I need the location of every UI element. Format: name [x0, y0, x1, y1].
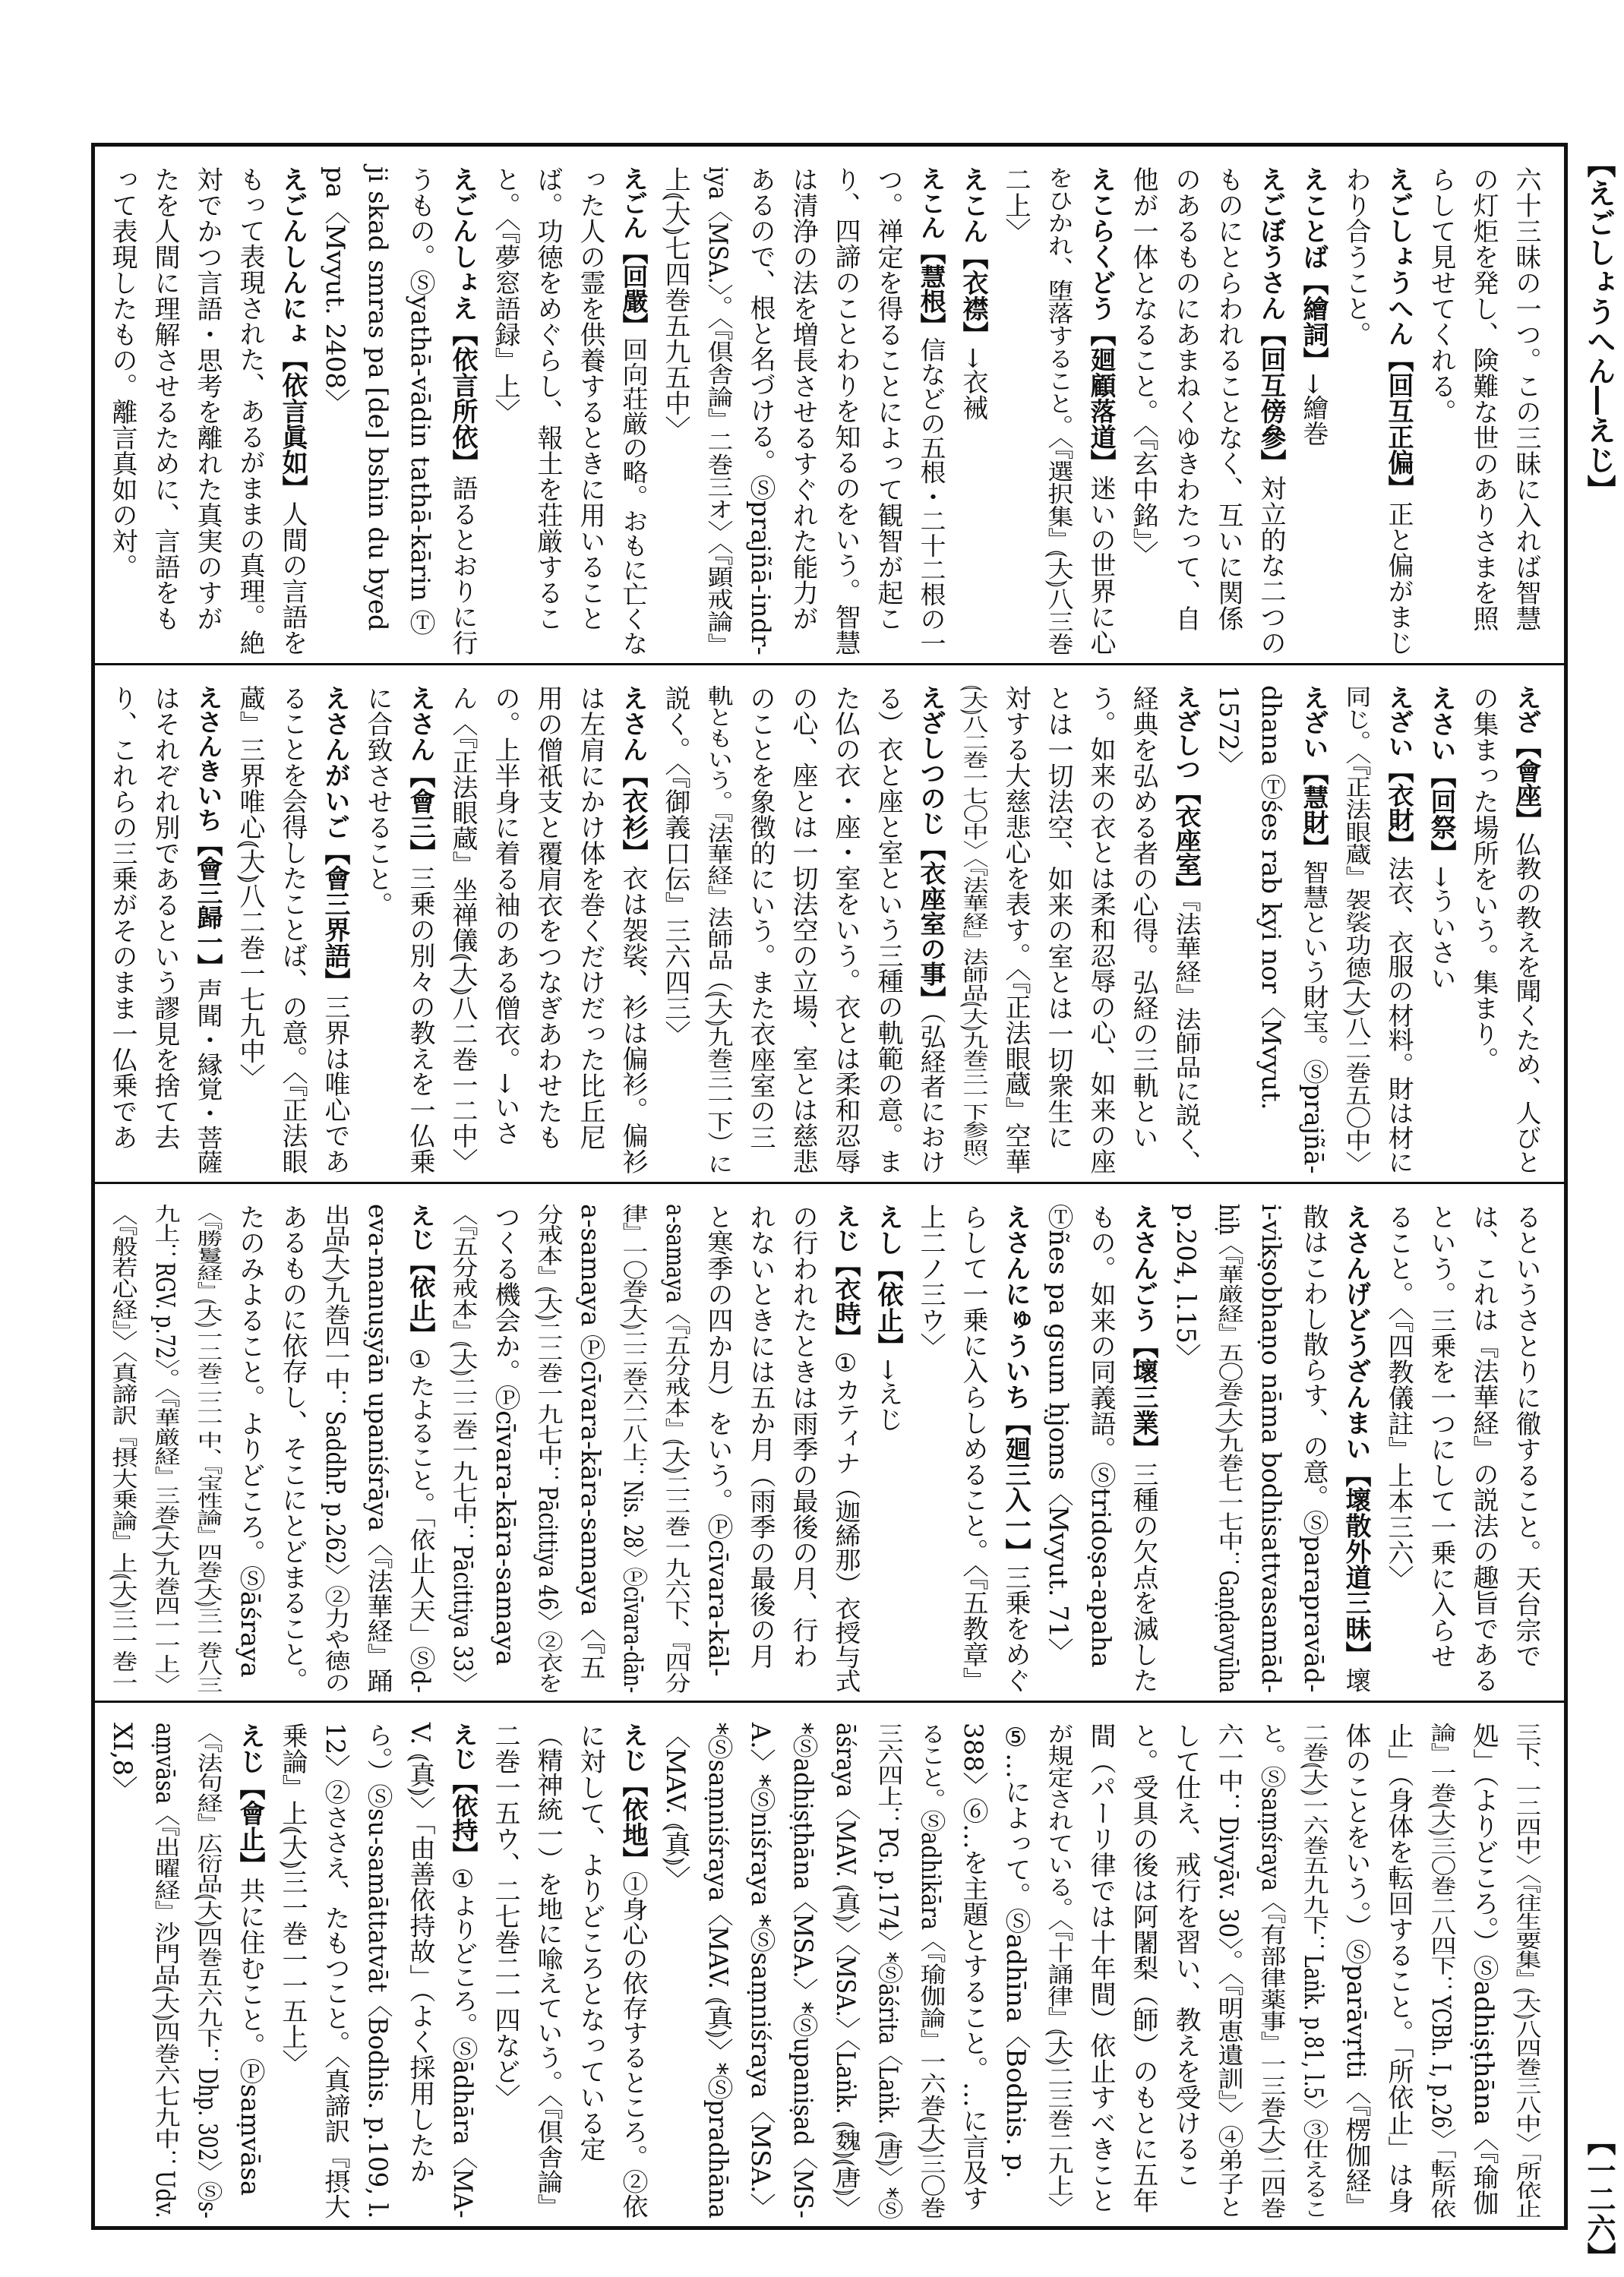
text-column: 律』一〇巻⦅大⦆二二巻六二八上：Nis. 28〉Ⓟcīvara-dān- [618, 1204, 648, 1694]
text-column: 対でかつ言語・思考を離れた真実のすが [192, 166, 223, 631]
headword: えさんがいご【會三界語】 [320, 685, 350, 994]
headword: えこん【慧根】 [915, 166, 946, 338]
text-column: えじ【會止】共に住むこと。Ⓟsaṃvāsa [235, 1723, 265, 2196]
text-column: は清浄の法を増長させるすぐれた能力が [788, 166, 818, 631]
text-column: 分戒本』⦅大⦆二二巻一九七中：Pācittiya 46〉②衣を [532, 1204, 563, 1694]
headword: えさんげどうざんまい【壞散外道三昧】 [1341, 1204, 1371, 1668]
text-column: えごんしんにょ【依言眞如】人間の言語を [277, 166, 308, 655]
running-head: 【えごしょうへん―えじ】 [1582, 149, 1616, 504]
text-column: の集まった場所をいう。集まり。 [1468, 685, 1499, 1072]
text-column: 上⦅大⦆七四巻五九五中〉 [660, 166, 690, 442]
text-column: り、これらの三乗がそのまま一仏乗であ [107, 685, 137, 1150]
text-column: と。受具の後は阿闍梨（師）のもとに五年 [1128, 1723, 1158, 2213]
headword: えさんきいち【會三歸一】 [192, 685, 223, 979]
tier-1 [95, 147, 1564, 665]
text-column: p.204, l.15〉 [1171, 1204, 1201, 1370]
text-column: 間（パーリ律では十年間）依止すべきこと [1085, 1723, 1116, 2213]
tier-2 [95, 665, 1564, 1184]
headword: えこらくどう【廻顧落道】 [1085, 166, 1116, 475]
text-column: ることを会得したことば、の意。〈『正法眼 [277, 685, 308, 1174]
text-column: a-samaya Ⓟcīvara-kāra-samaya〈『五 [575, 1204, 605, 1681]
text-column: をひかれ、堕落すること。〈『選択集』⦅大⦆八三巻 [1043, 166, 1073, 655]
text-column: たを人間に理解させるために、言語をも [150, 166, 180, 631]
text-column: らして見せてくれる。 [1426, 166, 1456, 425]
text-column: えさんごう【壞三業】三種の欠点を滅した [1128, 1204, 1158, 1693]
text-column: 同じ。〈『正法眼蔵』袈裟功徳⦅大⦆八二巻五〇中〉 [1341, 685, 1371, 1174]
text-column: のあるものにあまねくゆきわたって、自 [1171, 166, 1201, 631]
tier-columns [101, 1204, 1547, 1693]
text-column: に合致させること。 [362, 685, 393, 917]
text-column: えざい【慧財】智慧という財宝。Ⓢprajñā- [1298, 685, 1329, 1174]
text-column: り、四諦のことわりを知るのをいう。智慧 [830, 166, 861, 655]
headword: えじ【依止】 [405, 1204, 435, 1347]
text-column: は左肩にかけ体を巻くだけだった比丘尼 [575, 685, 605, 1150]
text-column: āśraya〈MAV. ⦅真⦆〉〈MSA.〉〈Laṅk. ⦅魏⦆⦅唐⦆〉 [830, 1723, 861, 2219]
headword: えごんしょえ【依言所依】 [447, 166, 478, 475]
text-column: わり合うこと。 [1341, 166, 1371, 347]
text-column: 出品⦅大⦆九巻四一中：SaddhP. p.262〉②力や徳の [320, 1204, 350, 1693]
text-column: ること。Ⓢadhikāra〈『瑜伽論』一六巻⦅大⦆三〇巻 [915, 1723, 946, 2219]
text-column: のことを象徴的にいう。また衣座室の三 [745, 685, 776, 1150]
text-column: あるものに依存し、そこにとどまること。 [277, 1204, 308, 1693]
tier-columns [101, 685, 1547, 1174]
text-column: *Ⓢsaṃniśraya〈MAV. ⦅真⦆〉*Ⓢpradhāna [703, 1723, 733, 2219]
headword: えじ【會止】 [235, 1723, 265, 1877]
text-column: 六一中：Divyāv. 30〉。〈『明恵遺訓』〉④弟子と [1213, 1723, 1243, 2219]
text-column: えこん【衣襟】→衣裓 [958, 166, 988, 421]
text-column: たのみよること。よりどころ。Ⓢāśraya [235, 1204, 265, 1678]
text-column: 12〉②ささえ、たもつこと。〈真諦訳『摂大 [320, 1723, 350, 2219]
text-column: A.〉*Ⓢniśraya *Ⓢsaṃniśraya〈MSA.〉 [745, 1723, 776, 2219]
text-column: えさん【衣衫】衣は袈裟、衫は偏衫。偏衫 [618, 685, 648, 1174]
text-column: えし【依止】→えじ [873, 1204, 903, 1432]
text-column: 〈『五分戒本』⦅大⦆二二巻一九七中：Pācittiya 33〉 [447, 1204, 478, 1694]
text-column: は、これは『法華経』の説法の趣旨である [1468, 1204, 1499, 1693]
text-column: eva-manuṣyān upaniśrāya〈『法華経』踊 [362, 1204, 393, 1694]
headword: えざしつのじ【衣座室の事】 [915, 685, 946, 1012]
text-column: 論』一巻⦅大⦆三〇巻二八四下：YCBh. I, p.26〉「転所依 [1426, 1723, 1456, 2219]
text-column: 388〉⑥…を主題とすること。…に言及す [958, 1723, 988, 2211]
text-column: えじ【依地】①身心の依存するところ。②依 [618, 1723, 648, 2219]
tier-columns [101, 166, 1547, 655]
text-column: 経典を弘める者の心得。弘経の三軌とい [1128, 685, 1158, 1150]
page-number: 【一二六】 [1582, 2127, 1616, 2271]
headword: えじ【依地】 [618, 1723, 648, 1871]
text-column: i-vikṣobhaṇo nāma bodhisattvasamād- [1256, 1204, 1286, 1694]
text-column: （精神統一）を地に喩えていう。〈『倶舎論』 [532, 1723, 563, 2219]
text-column: 蔵』三界唯心⦅大⦆八二巻一七九中〉 [235, 685, 265, 1090]
text-column: えじ【依持】①よりどころ。Ⓢādhāra〈MA- [447, 1723, 478, 2219]
text-column: ji skad smras pa [de] bshin du byed [362, 166, 393, 631]
text-column: の心、座とは一切法空の立場、室とは慈悲 [788, 685, 818, 1174]
text-column: 〈『般若心経』〉〈真諦訳『摂大乗論』上⦅大⦆三一巻一 [107, 1204, 137, 1693]
headword: えごん【回嚴】 [618, 166, 648, 338]
headword: えさん【會三】 [405, 685, 435, 866]
text-column: 対する大慈悲心を表す。〈『正法眼蔵』空華 [1000, 685, 1031, 1174]
text-column: 1572〉 [1213, 685, 1243, 777]
text-column: の。上半身に着る袖のある僧衣。→いさ [490, 685, 520, 1146]
text-column: ば。功徳をめぐらし、報土を荘厳するこ [532, 166, 563, 631]
text-column: えごんしょえ【依言所依】語るとおりに行 [447, 166, 478, 655]
text-column: ⦅大⦆八二巻一七〇中〉〈『法華経』法師品⦅大⦆九巻三一下参照〉 [958, 685, 988, 1175]
text-column: aṃvāsa〈『出曜経』沙門品⦅大⦆四巻六七九中：Udv. [150, 1723, 180, 2219]
text-column: 他が一体となること。〈『玄中銘』〉 [1128, 166, 1158, 567]
text-column: と。Ⓢsaṃśraya〈『有部律薬事』一三巻⦅大⦆二四巻 [1256, 1723, 1286, 2219]
text-column: う。如来の衣とは柔和忍辱の心、如来の座 [1085, 685, 1116, 1174]
text-column: 上二ノ三ウ〉 [915, 1204, 946, 1359]
text-column: えじ【衣時】①カティナ（迦絺那）衣授与式 [830, 1204, 861, 1693]
headword: えさい【回祭】 [1426, 685, 1456, 866]
text-column: って表現したもの。離言真如の対。 [107, 166, 137, 580]
text-column: XI,8〉 [107, 1723, 137, 1802]
text-column: 〈『法句経』広衍品⦅大⦆四巻五六九下：Dhp. 302〉Ⓢs- [192, 1723, 223, 2219]
text-column: とは一切法空、如来の室とは一切衆生に [1043, 685, 1073, 1150]
headword: えことば【繪詞】 [1298, 166, 1329, 373]
text-column: の行われたときは雨季の最後の月、行わ [788, 1204, 818, 1669]
text-column: えさんにゅういち【廻三入一】三乗をめぐ [1000, 1204, 1031, 1693]
text-column: えざしつのじ【衣座室の事】（弘経者におけ [915, 685, 946, 1174]
text-column: 用の僧祇支と覆肩衣をつなぎあわせたも [532, 685, 563, 1150]
text-column: が規定されている。〈『十誦律』⦅大⦆二三巻二九上〉 [1043, 1723, 1073, 2219]
text-column: るというさとりに徹すること。天台宗で [1511, 1204, 1541, 1669]
headword: えさんごう【壞三業】 [1128, 1204, 1158, 1461]
text-column: iya〈MSA.〉。〈『倶舎論』二巻三オ〉〈『顕戒論』 [703, 166, 733, 655]
text-column: に対して、よりどころとなっている定 [575, 1723, 605, 2162]
dictionary-page-frame [91, 143, 1568, 2230]
text-column: えことば【繪詞】→繪巻 [1298, 166, 1329, 447]
text-column: V. ⦅真⦆〉「由善依持故」（よく採用したか [405, 1723, 435, 2184]
text-column: 〈『勝鬘経』⦅大⦆一二巻二二一中、『宝性論』四巻⦅大⦆三一巻八三 [192, 1204, 223, 1694]
headword: えごんしんにょ【依言眞如】 [277, 166, 308, 501]
text-column: ⑤…によって。Ⓢadhīna〈Bodhis. p. [1000, 1723, 1031, 2179]
text-column: 二巻一五ウ、二七巻二一四など〉 [490, 1723, 520, 2110]
text-column: つ。禅定を得ることによって観智が起こ [873, 166, 903, 631]
text-column: えさんげどうざんまい【壞散外道三昧】壞 [1341, 1204, 1371, 1693]
text-column: という。三乗を一つにして一乗に入らせ [1426, 1204, 1456, 1669]
headword: えざい【衣財】 [1383, 685, 1414, 857]
text-column: えさん【會三】三乗の別々の教えを一仏乗 [405, 685, 435, 1174]
text-column: 二巻⦅大⦆一六巻五九九下：Laṅk. p.81, l.5〉③仕えるこ [1298, 1723, 1329, 2219]
text-column: ものにとらわれることなく、互いに関係 [1213, 166, 1243, 631]
text-column: えざしつ【衣座室】『法華経』法師品に説く、 [1171, 685, 1201, 1174]
text-column: Ⓣñes pa gsum ḥjoms〈Mvyut. 71〉 [1043, 1204, 1073, 1664]
text-column: えごしょうへん【回互正偏】正と偏がまじ [1383, 166, 1414, 655]
text-column: もの。如来の同義語。Ⓢtridoṣa-apaha [1085, 1204, 1116, 1668]
text-column: 九上：RGV. p.72〉。〈『華厳経』三巻⦅大⦆九巻四一一上〉 [150, 1204, 180, 1694]
text-column: 散はこわし散らす、の意。Ⓢparapravād- [1298, 1204, 1329, 1693]
headword: えごしょうへん【回互正偏】 [1383, 166, 1414, 501]
text-column: うもの。Ⓢyathā-vādin tathā-kārin Ⓣ [405, 166, 435, 636]
text-column: えさんきいち【會三歸一】声聞・縁覚・菩薩 [192, 685, 223, 1174]
text-column: えさんがいご【會三界語】三界は唯心であ [320, 685, 350, 1174]
text-column: ること。〈『四教儀註』上本三六〉 [1383, 1204, 1414, 1591]
headword: えこん【衣襟】 [958, 166, 988, 347]
text-column: ん〈『正法眼蔵』坐禅儀⦅大⦆八二巻一二中〉 [447, 685, 478, 1174]
text-column: 三六四上：PG. p.174〉*Ⓢāśrita〈Laṅk. ⦅唐⦆〉*Ⓢ [873, 1723, 903, 2219]
headword: えさん【衣衫】 [618, 685, 648, 866]
text-column: 六十三昧の一つ。この三昧に入れば智慧 [1511, 166, 1541, 631]
headword: えし【依止】 [873, 1204, 903, 1359]
text-column: と寒季の四か月）をいう。Ⓟcīvara-kāl- [703, 1204, 733, 1677]
text-column: の灯炬を発し、険難な世のありさまを照 [1468, 166, 1499, 631]
text-column: pa〈Mvyut. 2408〉 [320, 166, 350, 415]
text-column: 乗論』上⦅大⦆三一巻一一五上〉 [277, 1723, 308, 2076]
text-column: えざい【衣財】法衣、衣服の材料。財は材に [1383, 685, 1414, 1174]
text-column: えごん【回嚴】回向荘厳の略。おもに亡くな [618, 166, 648, 655]
tier-columns [101, 1723, 1547, 2219]
text-column: えこらくどう【廻顧落道】迷いの世界に心 [1085, 166, 1116, 655]
text-column: えざ【會座】仏教の教えを聞くため、人びと [1511, 685, 1541, 1174]
text-column: えさい【回祭】→ういさい [1426, 685, 1456, 991]
headword: えざしつ【衣座室】 [1171, 685, 1201, 900]
text-column: つくる機会か。Ⓟcīvara-kāra-samaya [490, 1204, 520, 1666]
text-column: して仕え、戒行を習い、教えを受けるこ [1171, 1723, 1201, 2187]
text-column: *Ⓢadhiṣṭhāna〈MSA.〉*Ⓢupaniṣad〈MS- [788, 1723, 818, 2219]
text-column: らして一乗に入らしめること。〈『五教章』 [958, 1204, 988, 1693]
text-column: 二上〉 [1000, 166, 1031, 244]
headword: えごぼうさん【回互傍參】 [1256, 166, 1286, 475]
text-column: えごぼうさん【回互傍參】対立的な二つの [1256, 166, 1286, 655]
text-column: えじ【依止】①たよること。「依止人天」Ⓢd- [405, 1204, 435, 1694]
tier-3 [95, 1184, 1564, 1703]
text-column: 説く。〈『御義口伝』三六四三〉 [660, 685, 690, 1047]
text-column: はそれぞれ別であるという謬見を捨て去 [150, 685, 180, 1150]
text-column: た仏の衣・座・室をいう。衣とは柔和忍辱 [830, 685, 861, 1174]
text-column: れないときには五か月（雨季の最後の月 [745, 1204, 776, 1669]
tier-4 [95, 1703, 1564, 2226]
text-column: った人の霊を供養するときに用いること [575, 166, 605, 631]
text-column: と。〈『夢窓語録』上〉 [490, 166, 520, 425]
text-column: a-samaya〈『五分戒本』⦅大⦆二二巻一九六下、『四分 [660, 1204, 690, 1694]
text-column: 止」（身体を転回すること。「所依止」は身 [1383, 1723, 1414, 2213]
text-column: えこん【慧根】信などの五根・二十二根の一 [915, 166, 946, 655]
text-column: もって表現された、あるがままの真理。絶 [235, 166, 265, 655]
headword: えじ【衣時】 [830, 1204, 861, 1350]
headword: えじ【依持】 [447, 1723, 478, 1866]
headword: えさんにゅういち【廻三入一】 [1000, 1204, 1031, 1565]
headword: えざ【會座】 [1511, 685, 1541, 832]
text-column: 体のことをいう。）Ⓢparāvṛtti〈『楞伽経』 [1341, 1723, 1371, 2219]
text-column: dhana Ⓣśes rab kyi nor〈Mvyut. [1256, 685, 1286, 1110]
text-column: 〈MAV. ⦅真⦆〉 [660, 1723, 690, 1892]
text-column: 処」（よりどころ。）Ⓢadhiṣṭhāna〈『瑜伽 [1468, 1723, 1499, 2216]
text-column: る）衣と座と室という三種の軌範の意。ま [873, 685, 903, 1174]
text-column: ら。）Ⓢsu-samāttatvāt〈Bodhis. p.109, l. [362, 1723, 393, 2219]
text-column: 軌ともいう。『法華経』法師品（⦅大⦆九巻三一下）に [703, 685, 733, 1174]
text-column: hiḥ〈『華厳経』五〇巻⦅大⦆九巻七一七中：Gaṇḍavyūha [1213, 1204, 1243, 1694]
headword: えざい【慧財】 [1298, 685, 1329, 860]
text-column: 三下、一二四中〉〈『往生要集』⦅大⦆八四巻三八中〉「所依止 [1511, 1723, 1541, 2219]
text-column: あるので、根と名づける。Ⓢprajñā-indr- [745, 166, 776, 655]
